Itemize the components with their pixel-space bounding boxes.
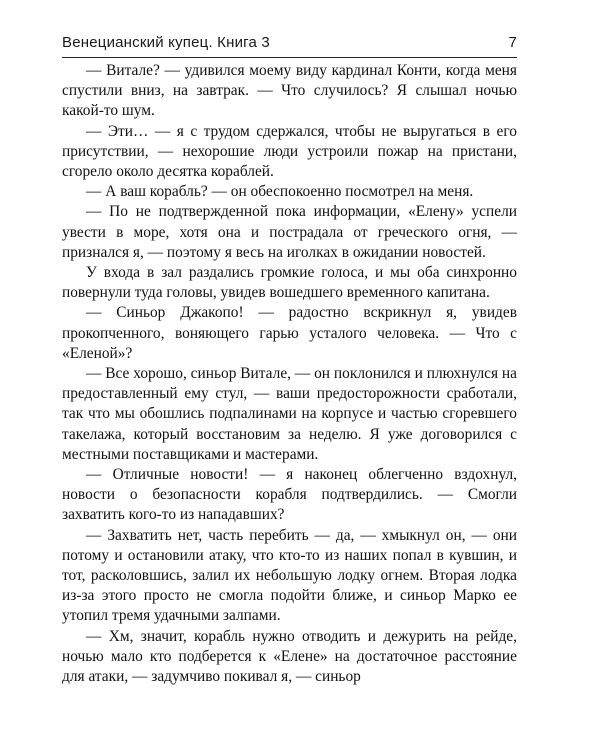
book-title: Венецианский купец. Книга 3 [62,34,270,51]
paragraph: — Эти… — я с трудом сдержался, чтобы не выругаться в его присутствии, — нехорошие люди устроили пожар на пристани, сгорело около десятка кораблей. [62,122,517,181]
paragraph: — А ваш корабль? — он обеспокоенно посмотрел на меня. [86,183,474,201]
paragraph: — Все хорошо, синьор Витале, — он поклонился и плюхнулся на предоставленный ему стул, — ваши предосторожности сработали, так что мы обошлись подпалинами на корпусе и частью сгоревшего такелажа, который восстановим за неделю. Я уже договорился с местными поставщиками и мастерами. [62,365,517,463]
body-text [62,61,517,687]
header-divider [62,57,517,58]
page-number: 7 [508,34,517,51]
paragraph: — Отличные новости! — я наконец облегченно вздохнул, новости о безопасности корабля подтвердились. — Смогли захватить кого-то из нападавших? [62,466,517,524]
paragraph: У входа в зал раздались громкие голоса, и мы оба синхронно повернули туда головы, увидев вошедшего временного капитана. [62,264,517,302]
paragraph: — Витале? — удивился моему виду кардинал Конти, когда меня спустили вниз, на завтрак. — Что случилось? Я слышал ночью какой-то шум. [62,62,517,120]
paragraph: — По не подтвержденной пока информации, «Елену» успели увести в море, хотя она и пострадала от греческого огня, — признался я, — поэтому я весь на иголках в ожидании новостей. [62,203,517,261]
running-header [62,34,517,58]
paragraph: — Захватить нет, часть перебить — да, — хмыкнул он, — они потому и остановили атаку, что кто-то из наших попал в кувшин, и тот, расколовшись, залил их небольшую лодку огнем. Вторая лодка из-за этого просто не смогла подойти ближе, и синьор Марко ее утопил тремя удачными залпами. [62,526,517,625]
paragraph: — Хм, значит, корабль нужно отводить и дежурить на рейде, ночью мало кто подберется к «Елене» на достаточное расстояние для атаки, — задумчиво покивал я, — синьор [62,627,517,686]
paragraph: — Синьор Джакопо! — радостно вскрикнул я, увидев прокопченного, воняющего гарью усталого человека. — Что с «Еленой»? [62,304,517,362]
